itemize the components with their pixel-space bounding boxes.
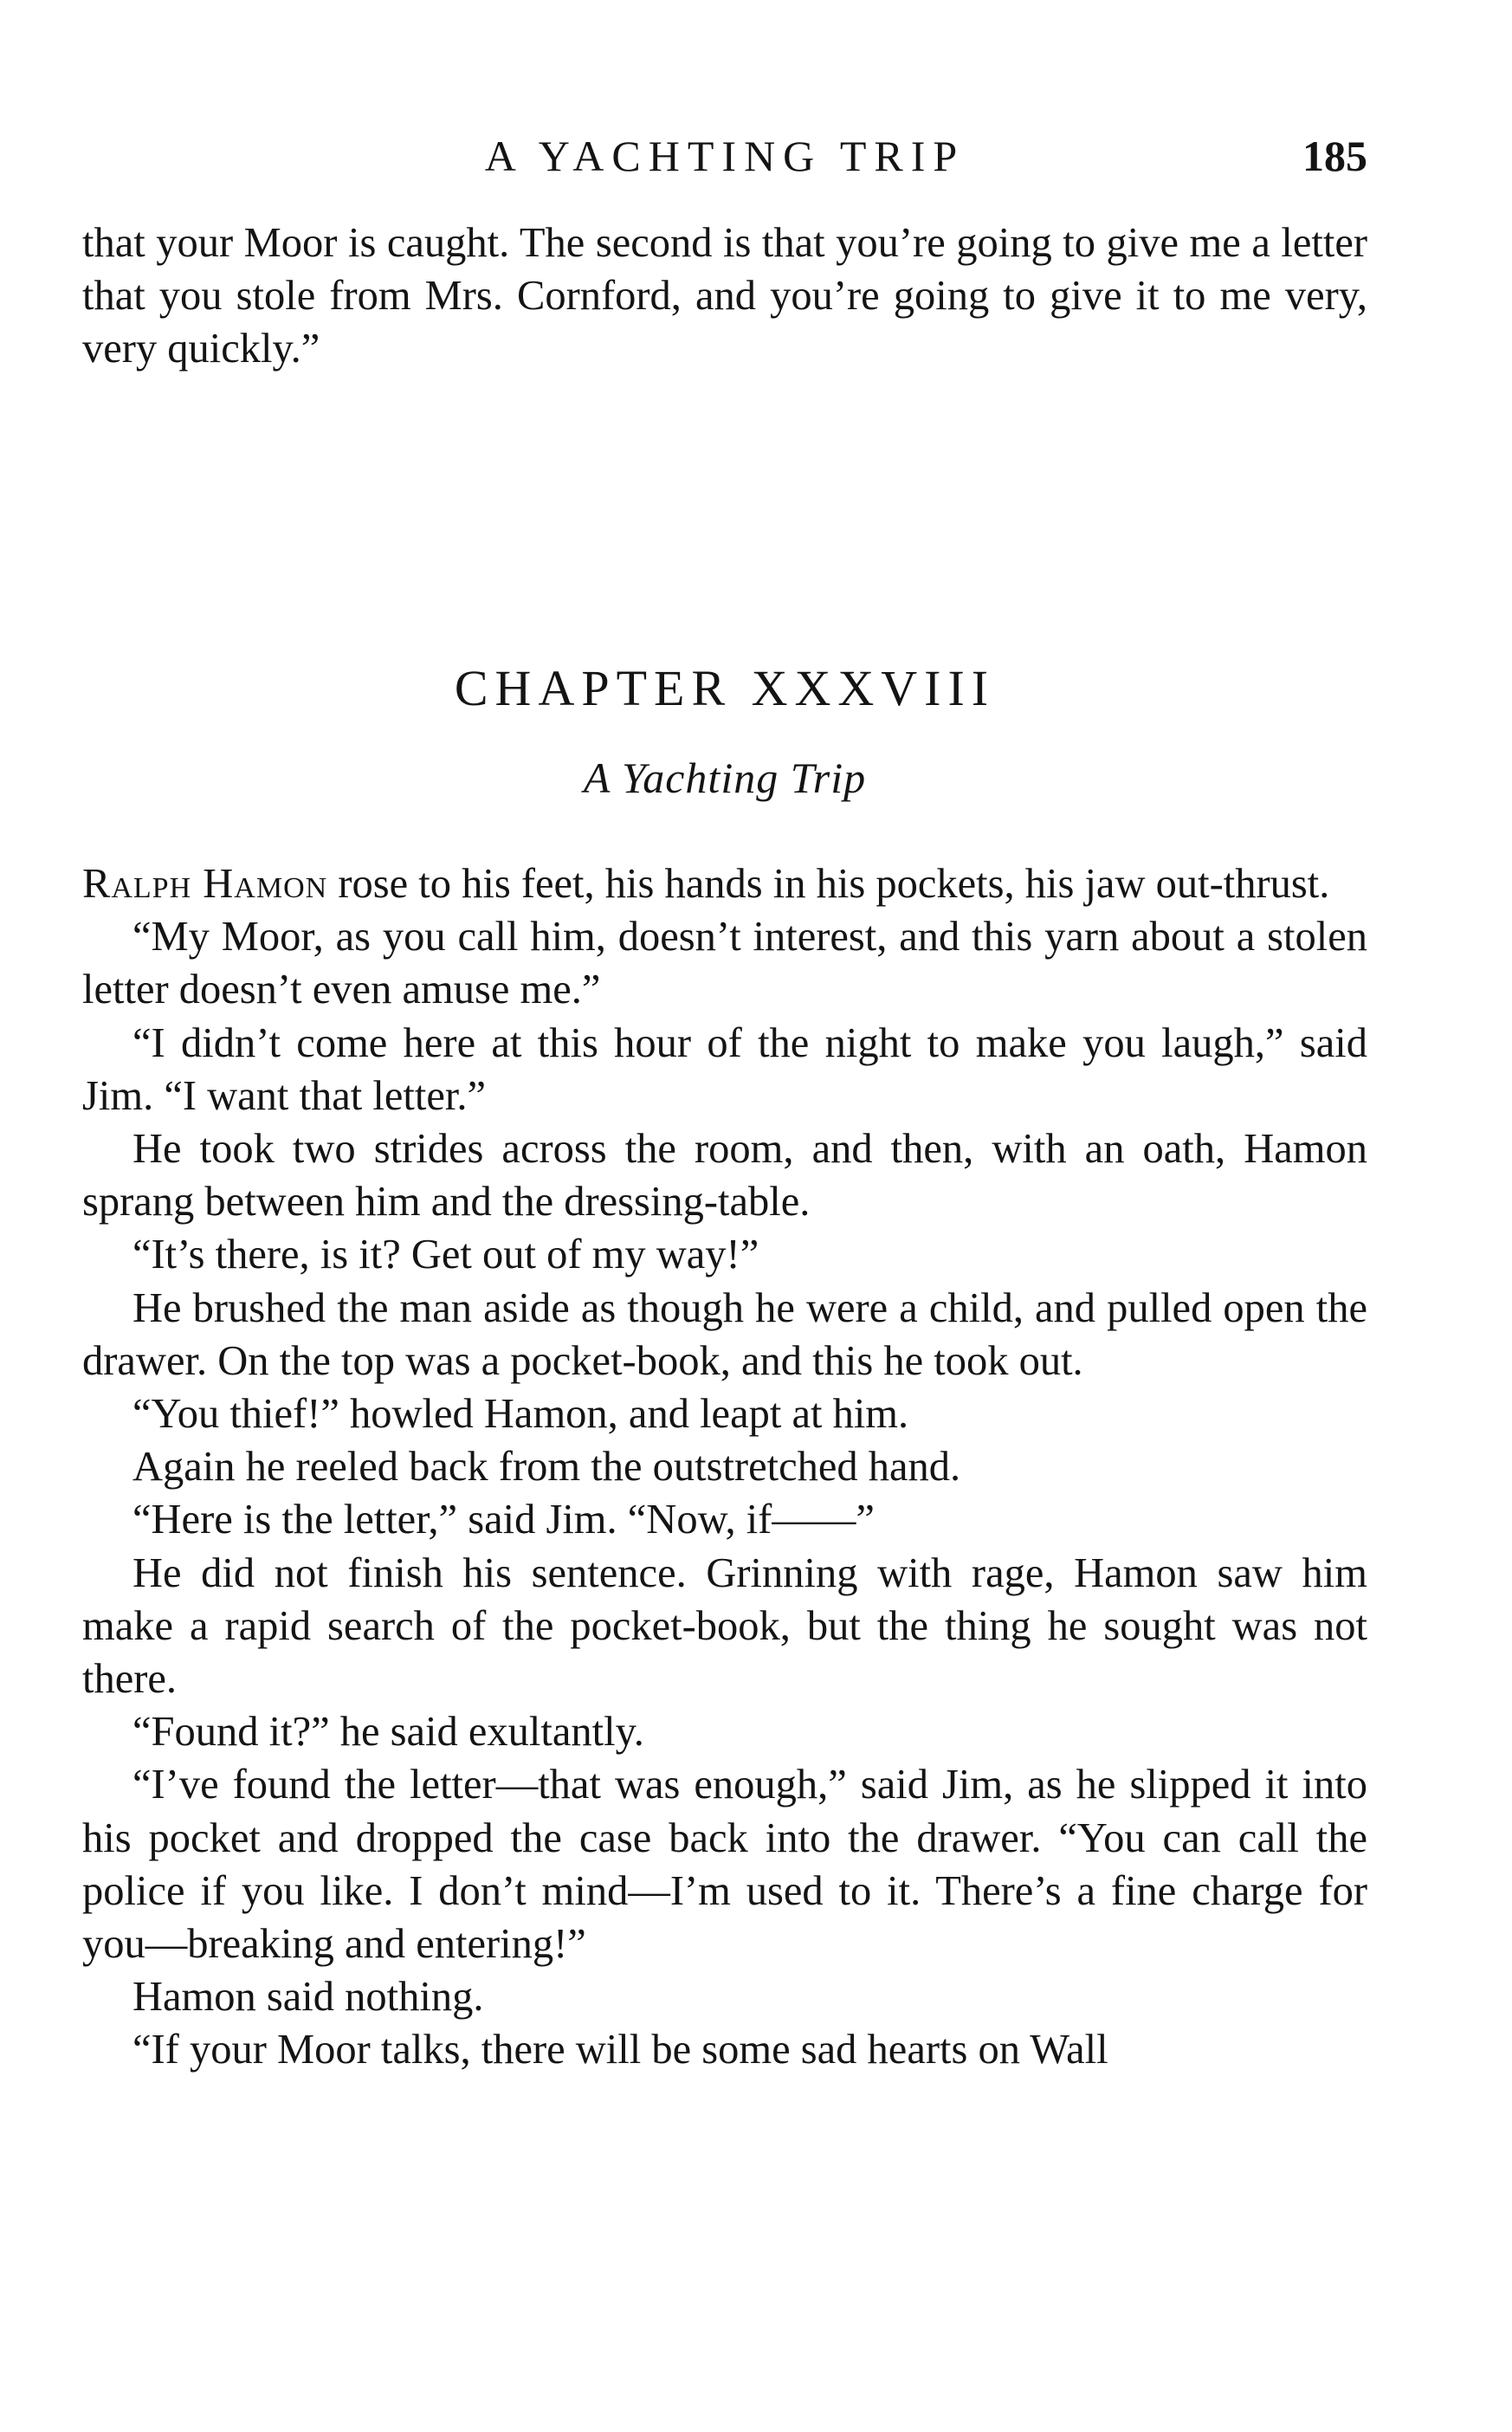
paragraph: He brushed the man aside as though he were a child, and pulled open the drawer. On the top was a pocket-book, and this he took out.	[82, 1284, 1367, 1384]
opening-name: Ralph Hamon	[82, 861, 328, 907]
paragraph: “If your Moor talks, there will be some sad hearts on Wall	[132, 2027, 1108, 2073]
paragraph: “Here is the letter,” said Jim. “Now, if——”	[132, 1497, 875, 1543]
paragraph: Hamon said nothing.	[132, 1974, 484, 2021]
chapter-subtitle: A Yachting Trip	[583, 754, 867, 802]
chapter-body	[82, 857, 1367, 2077]
paragraph: He took two strides across the room, and then, with an oath, Hamon sprang between him and the dressing-table.	[82, 1126, 1367, 1226]
paragraph: “Found it?” he said exultantly.	[132, 1709, 644, 1756]
paragraph: “It’s there, is it? Get out of my way!”	[132, 1232, 759, 1278]
carryover-text	[82, 217, 1367, 376]
paragraph: Again he reeled back from the outstretched hand.	[132, 1444, 961, 1491]
running-header	[82, 130, 1367, 182]
page-number: 185	[1302, 132, 1367, 180]
carryover-paragraph: that your Moor is caught. The second is that you’re going to give me a letter that you stole from Mrs. Cornford, and you’re going to give it to me very, very quickly.”	[82, 220, 1367, 372]
running-title: A YACHTING TRIP	[484, 132, 966, 180]
chapter-heading: CHAPTER XXXVIII	[454, 660, 996, 716]
paragraph: “I didn’t come here at this hour of the night to make you laugh,” said Jim. “I want that letter.”	[82, 1019, 1367, 1119]
paragraph: “You thief!” howled Hamon, and leapt at him.	[132, 1391, 909, 1438]
paragraph: “My Moor, as you call him, doesn’t interest, and this yarn about a stolen letter doesn’t even amuse me.”	[82, 914, 1367, 1013]
opening-text: rose to his feet, his hands in his pockets, his jaw out-thrust.	[327, 861, 1330, 907]
paragraph: “I’ve found the letter—that was enough,” said Jim, as he slipped it into his pocket and dropped the case back into the drawer. “You can call the police if you like. I don’t mind—I’m used to it. There’s a fine charge for you—breaking and entering!”	[82, 1762, 1367, 1968]
paragraph: He did not finish his sentence. Grinning with rage, Hamon saw him make a rapid search of the pocket-book, but the thing he sought was not there.	[82, 1549, 1367, 1703]
opening-paragraph	[82, 857, 1367, 910]
